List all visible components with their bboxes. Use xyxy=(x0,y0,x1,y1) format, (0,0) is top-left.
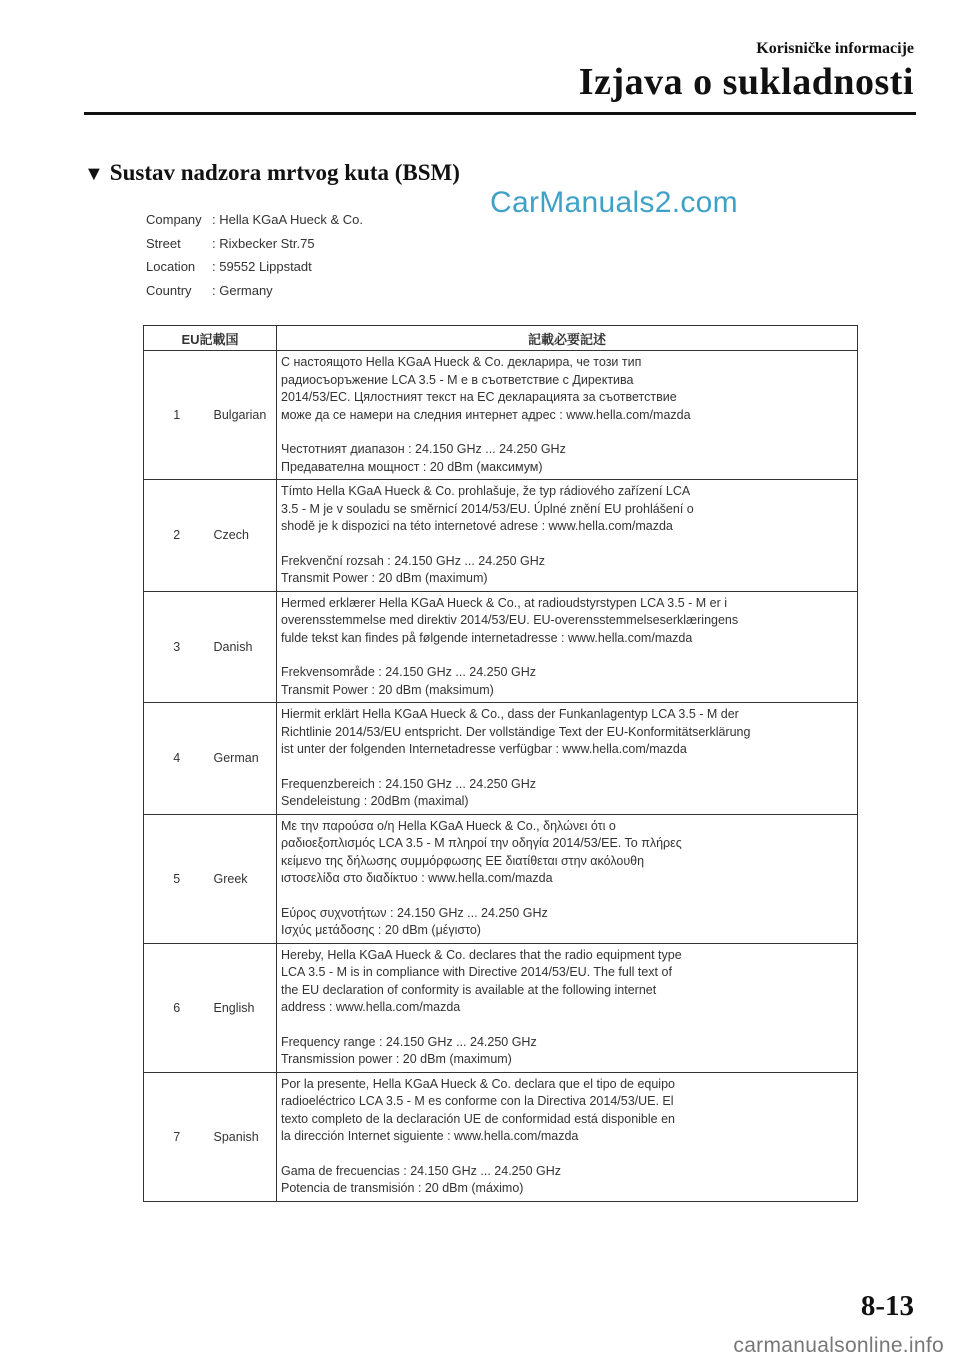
declaration-text: Tímto Hella KGaA Hueck & Co. prohlašuje, že typ rádiového zařízení LCA 3.5 - M je v souladu se směrnicí 2014/53/EU. Úplné znění EU prohlášení o shodě je k dispozici na této internetové adrese : www.hella.com/mazda xyxy=(281,484,694,533)
header-divider xyxy=(84,112,916,115)
section-title: Sustav nadzora mrtvog kuta (BSM) xyxy=(109,160,460,185)
country-label: Country xyxy=(146,282,192,298)
frequency-info: Frekvenční rozsah : 24.150 GHz ... 24.250 GHz Transmit Power : 20 dBm (maximum) xyxy=(281,553,546,585)
row-declaration xyxy=(277,1072,858,1201)
street-value: : Rixbecker Str.75 xyxy=(212,235,315,251)
declaration-text: Por la presente, Hella KGaA Hueck & Co. declara que el tipo de equipo radioeléctrico LCA 3.5 - M es conforme con la Directiva 2014/53/UE. El texto completo de la declaración UE de conformidad está disponible en la dirección Internet siguiente : www.hella.com/mazda xyxy=(281,1076,675,1143)
table-row xyxy=(144,591,858,703)
declaration-table xyxy=(143,325,858,1202)
frequency-info: Frequenzbereich : 24.150 GHz ... 24.250 GHz Sendeleistung : 20dBm (maximal) xyxy=(281,776,536,808)
frequency-info: Честотният диапазон : 24.150 GHz ... 24.250 GHz Предавателна мощност : 20 dBm (максимум) xyxy=(281,442,566,474)
country-row xyxy=(146,283,363,307)
declaration-text: Με την παρούσα ο/η Hella KGaA Hueck & Co., δηλώνει ότι ο ραδιοεξοπλισμός LCA 3.5 - M πληροί την οδηγία 2014/53/ΕΕ. Το πλήρες κείμενο της δήλωσης συμμόρφωσης ΕΕ διατίθεται στην ακόλουθη ιστοσελίδα στο διαδίκτυο : www.hella.com/mazda xyxy=(281,818,682,885)
row-language: Spanish xyxy=(210,1072,277,1201)
frequency-info: Frequency range : 24.150 GHz ... 24.250 GHz Transmission power : 20 dBm (maximum) xyxy=(281,1034,537,1066)
location-row xyxy=(146,259,363,283)
table-header-row xyxy=(144,326,858,351)
row-number: 3 xyxy=(144,591,210,703)
row-declaration xyxy=(277,943,858,1072)
section-heading xyxy=(84,160,460,186)
row-number: 6 xyxy=(144,943,210,1072)
row-language: English xyxy=(210,943,277,1072)
frequency-info: Frekvensområde : 24.150 GHz ... 24.250 GHz Transmit Power : 20 dBm (maksimum) xyxy=(281,665,536,697)
table-row xyxy=(144,814,858,943)
location-label: Location xyxy=(146,259,196,274)
declaration-text: Hiermit erklärt Hella KGaA Hueck & Co., dass der Funkanlagentyp LCA 3.5 - M der Richtlinie 2014/53/EU entspricht. Der vollständige Text der EU-Konformitätserklärung ist unter der folgenden Internetadresse verfügbar : www.hella.com/mazda xyxy=(281,707,751,756)
street-label: Street xyxy=(146,235,181,251)
frequency-info: Εύρος συχνοτήτων : 24.150 GHz ... 24.250 GHz Ισχύς μετάδοσης : 20 dBm (μέγιστο) xyxy=(281,905,548,937)
row-language: German xyxy=(210,703,277,815)
footer-site-link[interactable]: carmanualsonline.info xyxy=(733,1334,944,1357)
row-number: 7 xyxy=(144,1072,210,1201)
table-row xyxy=(144,351,858,480)
row-language: Czech xyxy=(210,480,277,592)
street-row xyxy=(146,236,363,260)
row-number: 2 xyxy=(144,480,210,592)
row-number: 4 xyxy=(144,703,210,815)
row-number: 5 xyxy=(144,814,210,943)
table-row xyxy=(144,943,858,1072)
page-number: 8-13 xyxy=(860,1290,914,1322)
triangle-down-icon: ▼ xyxy=(84,163,104,185)
row-declaration xyxy=(277,703,858,815)
company-value: : Hella KGaA Hueck & Co. xyxy=(212,212,364,227)
header-country: EU記載国 xyxy=(144,326,277,351)
row-number: 1 xyxy=(144,351,210,480)
row-declaration xyxy=(277,814,858,943)
company-info xyxy=(146,212,363,306)
chapter-subtitle: Korisničke informacije xyxy=(756,40,914,57)
row-declaration xyxy=(277,591,858,703)
declaration-text: Hereby, Hella KGaA Hueck & Co. declares that the radio equipment type LCA 3.5 - M is in compliance with Directive 2014/53/EU. The full text of the EU declaration of conformity is available at the following internet address : www.hella.com/mazda xyxy=(281,947,682,1014)
row-language: Danish xyxy=(210,591,277,703)
row-language: Bulgarian xyxy=(210,351,277,480)
company-row xyxy=(146,212,363,236)
row-declaration xyxy=(277,351,858,480)
table-row xyxy=(144,1072,858,1201)
frequency-info: Gama de frecuencias : 24.150 GHz ... 24.250 GHz Potencia de transmisión : 20 dBm (máximo) xyxy=(281,1163,562,1195)
header-required-text: 記載必要記述 xyxy=(277,326,858,351)
company-label: Company xyxy=(146,212,202,227)
table-row xyxy=(144,480,858,592)
country-value: : Germany xyxy=(212,282,273,298)
chapter-title: Izjava o sukladnosti xyxy=(578,61,914,103)
watermark: CarManuals2.com xyxy=(490,186,738,219)
declaration-text: Hermed erklærer Hella KGaA Hueck & Co., at radioudstyrstypen LCA 3.5 - M er i overensstemmelse med direktiv 2014/53/EU. EU-overensstemmelseserklæringens fulde tekst kan findes på følgende internetadresse : www.hella.com/mazda xyxy=(281,595,739,645)
table-row xyxy=(144,703,858,815)
location-value: : 59552 Lippstadt xyxy=(212,259,312,274)
row-language: Greek xyxy=(210,814,277,943)
declaration-text: С настоящото Hella KGaA Hueck & Co. декларира, че този тип радиосъоръжение LCA 3.5 - M е в съответствие с Директива 2014/53/ЕС. Цялостният текст на ЕС декларацията за съответствие може да се намери на следния интернет адрес : www.hella.com/mazda xyxy=(281,355,691,422)
row-declaration xyxy=(277,480,858,592)
